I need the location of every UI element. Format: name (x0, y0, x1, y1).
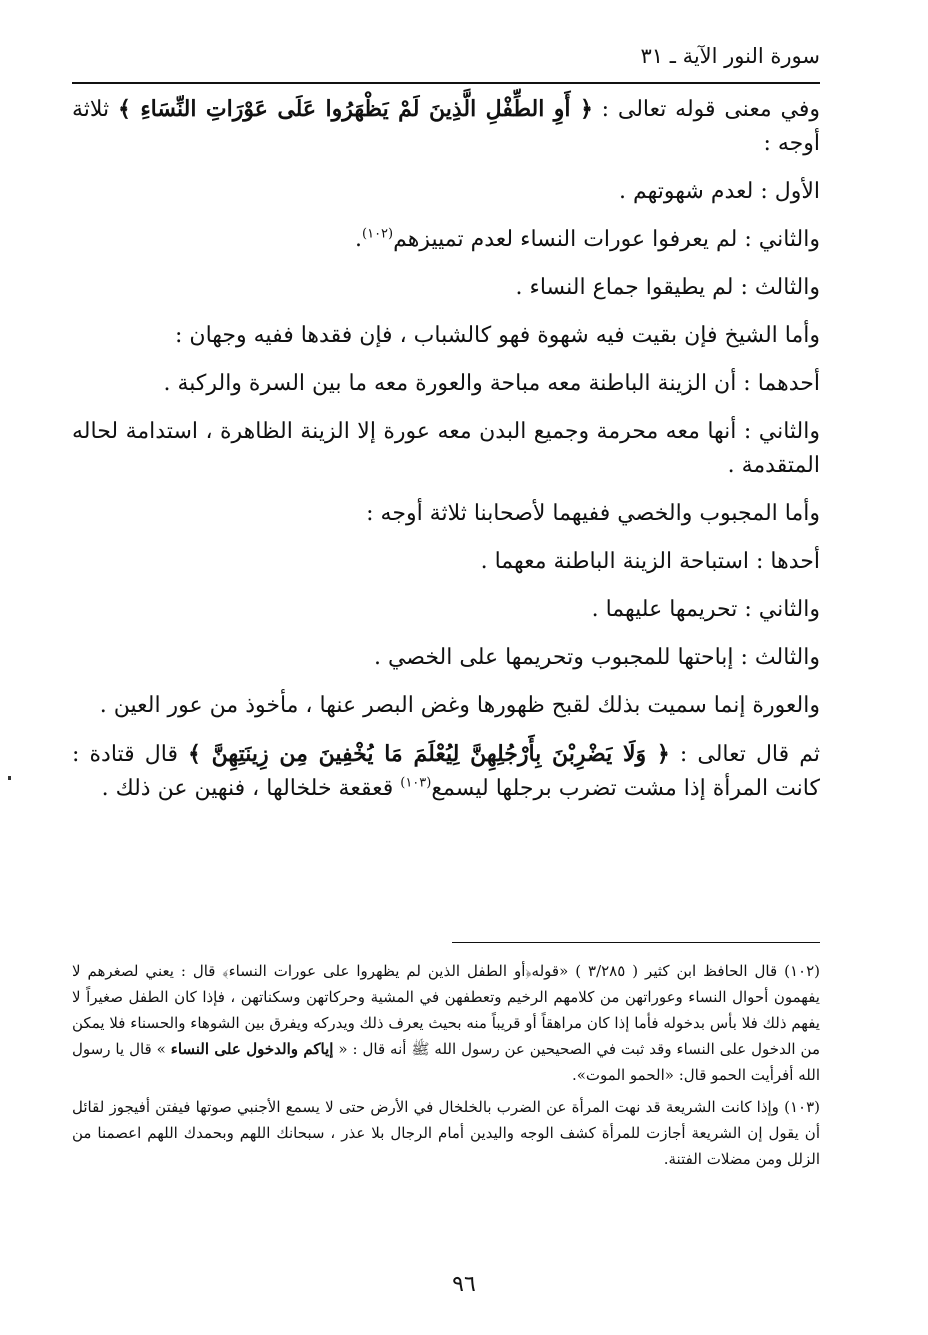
line-1: الأول : لعدم شهوتهم . (619, 179, 820, 204)
footnote-103: (١٠٣) وإذا كانت الشريعة قد نهت المرأة عن الضرب بالخلخال في الأرض حتى لا يسمع الأجنبي صوتها فيفتن أفيجوز لقائل أن يقول إن الشريعة أجازت للمرأة كشف الوجه واليدين أمام الرجال بلا عذر ، سبحانك اللهم وبحمدك اللهم اعصمنا من الزلل ومن مضلات الفتنة. (72, 1098, 820, 1168)
line-10: والثالث : إباحتها للمجبوب وتحريمها على الخصي . (373, 645, 820, 670)
line-5: أحدهما : أن الزينة الباطنة معه مباحة والعورة معه ما بين السرة والركبة . (163, 371, 820, 396)
footnote-102-text-a: (١٠٢) قال الحافظ ابن كثير ( ٣/٢٨٥ ) «قوله﴿أو الطفل الذين لم يظهروا على عورات النساء﴾ قال : يعني لصغرهم لا يفهمون أحوال النساء وعوراتهن من كلامهم الرخيم وتعطفهن في المشية وحركاتهن وسكناتهن ، فإذا كان الطفل صغيراً لا يفهم ذلك فلا بأس بدخوله فأما إذا كان مراهقاً أو قريباً منه بحيث يعرف ذلك ويدركه ويفرق بين الشوهاء والحسناء فلا يمكن من الدخول على النساء وقد ثبت في الصحيحين عن رسول الله ﷺ أنه قال : « (72, 962, 820, 1058)
header-divider (72, 82, 820, 84)
paragraph-1-tail: ثلاثة أوجه : (72, 97, 820, 156)
line-4: وأما الشيخ فإن بقيت فيه شهوة فهو كالشباب ، فإن فقدها ففيه وجهان : (175, 323, 820, 348)
footnotes (72, 958, 820, 1178)
quran-verse-1: ﴿ أَوِ الطِّفْلِ الَّذِينَ لَمْ يَظْهَرُوا عَلَى عَوْرَاتِ النِّسَاءِ ﴾ (117, 96, 593, 122)
paragraph-12-tail: قعقعة خلخالها ، فنهين عن ذلك . (101, 776, 401, 801)
footnote-102-text-c: » قال يا رسول الله أفرأيت الحمو قال: «الحمو الموت». (72, 1040, 820, 1084)
line-2-end: . (355, 227, 363, 252)
footnote-divider (452, 942, 820, 943)
line-6: والثاني : أنها معه محرمة وجميع البدن معه عورة إلا الزينة الظاهرة ، استدامة لحاله المتقدمة . (72, 419, 820, 478)
footnote-102 (72, 958, 820, 1088)
scan-mark (8, 776, 11, 780)
line-3: والثالث : لم يطيقوا جماع النساء . (515, 275, 820, 300)
running-header: سورة النور الآية ـ ٣١ (640, 44, 820, 68)
footnote-ref-102: (١٠٢) (362, 226, 394, 242)
quran-verse-2: ﴿ وَلَا يَضْرِبْنَ بِأَرْجُلِهِنَّ لِيُعْلَمَ مَا يُخْفِينَ مِن زِينَتِهِنَّ ﴾ (188, 741, 670, 767)
paragraph-1-intro: وفي معنى قوله تعالى : (592, 97, 820, 122)
paragraph-1 (72, 92, 820, 161)
line-9: والثاني : تحريمها عليهما . (591, 597, 820, 622)
paragraph-12-intro: ثم قال تعالى : (669, 742, 820, 767)
line-2 (72, 223, 820, 257)
line-11: والعورة إنما سميت بذلك لقبح ظهورها وغض البصر عنها ، مأخوذ من عور العين . (99, 693, 820, 718)
paragraph-12-mid: قال قتادة : كانت المرأة إذا مشت تضرب برجلها ليسمع (72, 742, 820, 801)
line-7: وأما المجبوب والخصي ففيهما لأصحابنا ثلاثة أوجه : (366, 501, 820, 526)
line-2-text: والثاني : لم يعرفوا عورات النساء لعدم تمييزهم (393, 227, 820, 252)
main-text (72, 92, 820, 820)
line-8: أحدها : استباحة الزينة الباطنة معهما . (480, 549, 820, 574)
footnote-102-hadith: إياكم والدخول على النساء (170, 1040, 334, 1058)
footnote-ref-103: (١٠٣) (400, 775, 432, 791)
paragraph-12 (72, 737, 820, 806)
page-number: ٩٦ (452, 1272, 476, 1297)
